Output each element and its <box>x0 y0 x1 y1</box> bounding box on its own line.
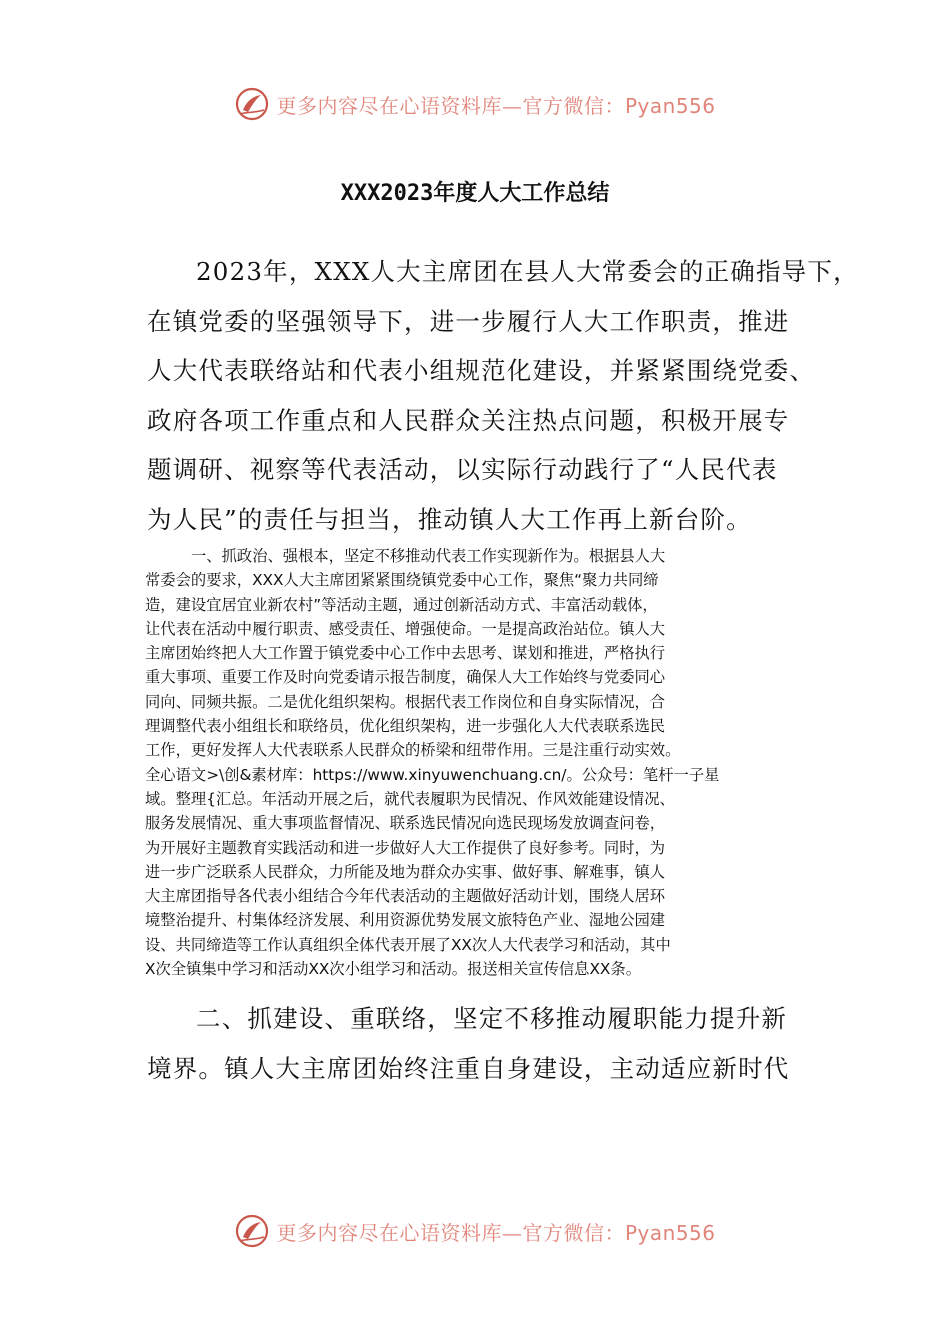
banner-text: 更多内容尽在心语资料库—官方微信：Pyan556 <box>276 93 716 118</box>
wechat-handle: Pyan556 <box>624 1220 716 1245</box>
pen-signature-icon <box>234 86 270 122</box>
intro-paragraph <box>147 247 859 544</box>
section-one-paragraph <box>145 544 805 981</box>
pen-signature-icon <box>234 1213 270 1249</box>
intro-line: 为人民”的责任与担当，推动镇人大工作再上新台阶。 <box>147 504 752 534</box>
section-one-line: 服务发展情况、重大事项监督情况、联系选民情况向选民现场发放调查问卷， <box>145 814 666 833</box>
banner-text: 更多内容尽在心语资料库—官方微信：Pyan556 <box>276 1220 716 1245</box>
section-one-line: 主席团始终把人大工作置于镇党委中心工作中去思考、谋划和推进，严格执行 <box>145 644 666 663</box>
section-one-line: 工作，更好发挥人大代表联系人民群众的桥梁和纽带作用。三是注重行动实效。 <box>145 741 681 760</box>
section-one-line: 重大事项、重要工作及时向党委请示报告制度，确保人大工作始终与党委同心 <box>145 668 666 687</box>
footer-banner <box>0 1211 950 1251</box>
section-two-line: 二、抓建设、重联络，坚定不移推动履职能力提升新 <box>196 1004 788 1033</box>
wechat-handle: Pyan556 <box>624 93 716 118</box>
section-one-line: 理调整代表小组组长和联络员，优化组织架构，进一步强化人大代表联系选民 <box>145 717 666 736</box>
intro-line: 人大代表联络站和代表小组规范化建设，并紧紧围绕党委、 <box>147 356 816 385</box>
section-one-line: 一、抓政治、强根本，坚定不移推动代表工作实现新作为。根据县人大 <box>191 547 666 565</box>
section-one-line: X次全镇集中学习和活动XX次小组学习和活动。报送相关宣传信息XX条。 <box>145 960 642 979</box>
intro-line: 政府各项工作重点和人民群众关注热点问题，积极开展专 <box>147 405 790 435</box>
section-one-line: 大主席团指导各代表小组结合今年代表活动的主题做好活动计划，围绕人居环 <box>145 887 666 906</box>
intro-line: 题调研、视察等代表活动，以实际行动践行了“人民代表 <box>147 455 778 484</box>
section-one-line: 让代表在活动中履行职责、感受责任、增强使命。一是提高政治站位。镇人大 <box>145 619 666 638</box>
header-banner <box>0 84 950 124</box>
section-one-line: 造，建设宜居宜业新农村”等活动主题，通过创新活动方式、丰富活动载体， <box>145 595 658 614</box>
document-title: XXX2023年度人大工作总结 <box>340 181 610 206</box>
section-one-line: 进一步广泛联系人民群众，力所能及地为群众办实事、做好事、解难事，镇人 <box>145 862 666 881</box>
intro-line: 2023年，XXX人大主席团在县人大常委会的正确指导下， <box>196 257 859 286</box>
intro-line: 在镇党委的坚强领导下，进一步履行人大工作职责，推进 <box>147 306 790 336</box>
section-one-line: 为开展好主题教育实践活动和进一步做好人大工作提供了良好参考。同时，为 <box>145 838 666 857</box>
section-one-line: 域。整理{汇总。年活动开展之后，就代表履职为民情况、作风效能建设情况、 <box>145 789 675 808</box>
section-one-line: 设、共同缔造等工作认真组织全体代表开展了XX次人大代表学习和活动，其中 <box>145 935 671 954</box>
section-one-line: 常委会的要求，XXX人大主席团紧紧围绕镇党委中心工作，聚焦“聚力共同缔 <box>145 571 659 590</box>
section-one-line: 同向、同频共振。二是优化组织架构。根据代表工作岗位和自身实际情况，合 <box>145 692 666 711</box>
section-two-line: 境界。镇人大主席团始终注重自身建设，主动适应新时代 <box>147 1053 790 1083</box>
section-two-paragraph <box>147 994 827 1093</box>
section-one-line: 境整治提升、村集体经济发展、利用资源优势发展文旅特色产业、湿地公园建 <box>145 911 666 930</box>
section-one-line: 全心语文>\创&素材库：https://www.xinyuwenchuang.cn/。公众号：笔杆一子星 <box>145 765 720 784</box>
